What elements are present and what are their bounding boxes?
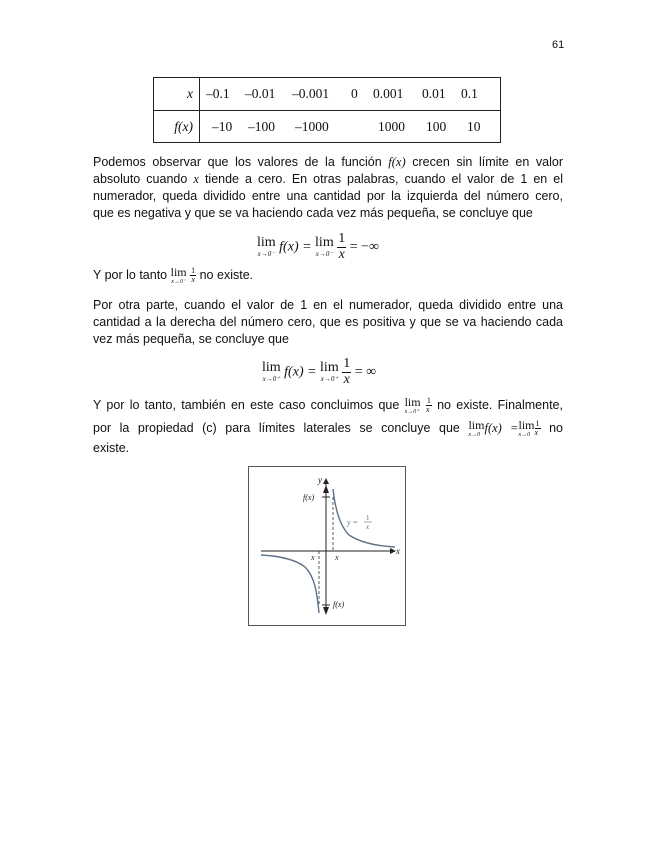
text-line: Y por lo tanto, también en este caso concluimos que lim x→0⁺ $\frac{1}{x}$ no existe. Finalmente, [93, 395, 563, 416]
table-row-fx [154, 111, 500, 143]
table-cell: 0.01 [422, 86, 446, 101]
equation-result: = ∞ [354, 364, 377, 380]
table-cell: 0.1 [461, 86, 478, 101]
x-axis-label: x [396, 546, 400, 556]
table-cell: 10 [467, 119, 481, 134]
fraction: $\frac{1}{x}$ [343, 356, 351, 387]
fraction: $\frac{1}{x}$ [338, 231, 346, 262]
curve-right-branch [333, 489, 395, 547]
table-cell: –1000 [295, 119, 329, 134]
table-cell: –10 [212, 119, 233, 134]
arrow-up-icon [323, 485, 329, 493]
fx-top-label: f(x) [303, 493, 315, 502]
text-line: Podemos observar que los valores de la función f(x) crecen sin límite en valor [93, 155, 563, 169]
arrow-down-icon [323, 607, 329, 615]
paragraph-1 [93, 154, 563, 222]
limit-operator: lim x→0⁻ [315, 235, 334, 259]
text-line: existe. [93, 441, 130, 455]
page-number: 61 [552, 39, 565, 51]
table-label-fx: f(x) [174, 119, 193, 134]
equation-result: = −∞ [349, 239, 379, 255]
text-line: cantidad a la derecha del número cero, que es positiva y que se va haciendo cada [93, 315, 563, 329]
fx-bottom-label: f(x) [333, 600, 345, 609]
reciprocal-graph [248, 466, 406, 626]
y-axis-label: y [318, 475, 322, 485]
graph-svg [249, 467, 407, 627]
equation-right-limit [262, 357, 376, 387]
x-right-label: x [335, 553, 339, 562]
limit-operator: lim x→0⁺ [262, 360, 281, 384]
function-expr: f(x) = [284, 364, 317, 380]
table-cell: –100 [248, 119, 275, 134]
line-no-existe-left: Y por lo tanto lim x→0⁻ $\frac{1}{x}$ no existe. [93, 265, 254, 285]
x-left-label: x [311, 553, 315, 562]
curve-left-branch [261, 555, 319, 613]
function-expr: f(x) = [279, 239, 312, 255]
table-cell: 0 [351, 86, 358, 101]
limit-operator: lim x→0⁺ [320, 360, 339, 384]
text-line: Por otra parte, cuando el valor de 1 en el numerador, queda dividido entre una [93, 298, 563, 312]
text-line: vez más pequeña, se concluye que [93, 332, 289, 346]
text-line: por la propiedad (c) para límites laterales se concluye que lim x→0 f(x) =lim x→0 $\frac{1}{x}$ no [93, 418, 563, 439]
table-cell: –0.001 [292, 86, 330, 101]
curve-label: y = [347, 518, 358, 527]
table-row-x [154, 78, 500, 111]
text-line: que es negativa y que se va haciendo cada vez más pequeña, se concluye que [93, 206, 533, 220]
text-line: absoluto cuando x tiende a cero. En otras palabras, cuando el valor de 1 en el [93, 172, 563, 186]
values-table [153, 77, 501, 143]
paragraph-2 [93, 297, 563, 348]
limit-operator: lim x→0⁻ [257, 235, 276, 259]
equation-left-limit [257, 232, 379, 262]
table-cell: 100 [426, 119, 447, 134]
table-cell: 1000 [378, 119, 405, 134]
table-label-x: x [187, 86, 193, 101]
table-cell: –0.1 [206, 86, 230, 101]
table-cell: 0.001 [373, 86, 404, 101]
curve-label-num: 1 [366, 514, 370, 522]
paragraph-3 [93, 394, 563, 457]
text-line: numerador, queda dividido entre una cantidad por la izquierda del número cero, [93, 189, 563, 203]
table-cell: –0.01 [245, 86, 276, 101]
curve-label-den: x [366, 523, 370, 531]
